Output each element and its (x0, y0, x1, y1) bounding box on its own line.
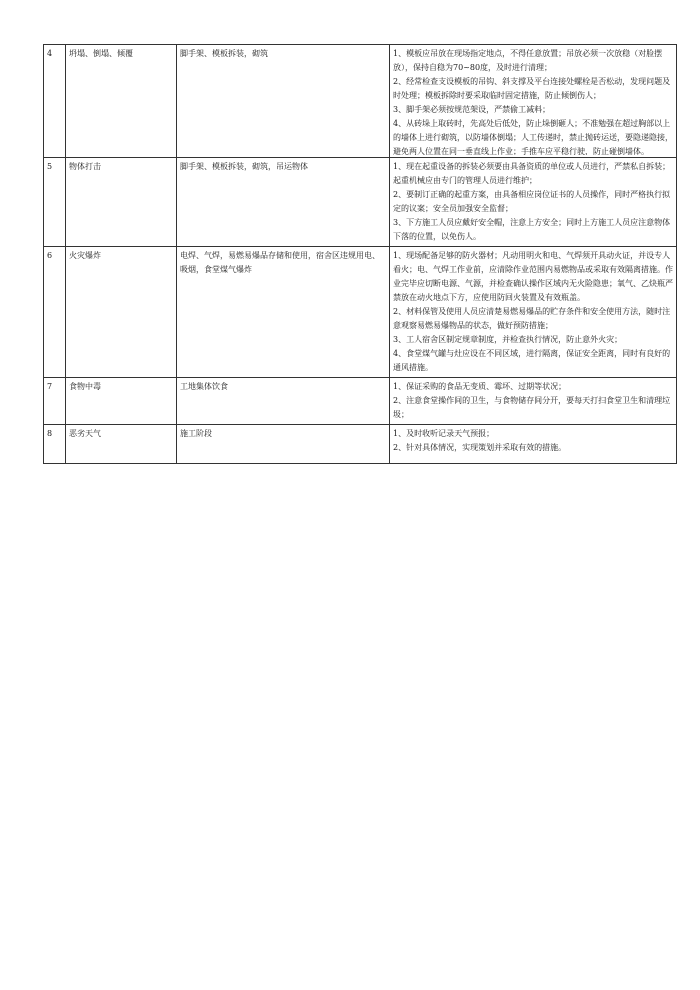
measure-item: 1、模板应吊放在现场指定地点，不得任意放置；吊放必须一次放稳（对脸摆放），保持自稳为70~80度，及时进行清理； (393, 49, 663, 72)
activity-cell: 电焊、气焊，易燃易爆品存储和使用，宿舍区违规用电、吸烟，食堂煤气爆炸 (177, 247, 390, 378)
control-measures-cell (390, 45, 677, 158)
row-number-cell: 7 (44, 378, 66, 425)
measure-item: 1、现在起重设备的拆装必须要由具备资质的单位或人员进行，严禁私自拆装；起重机械应由专门的管理人员进行维护； (393, 162, 671, 185)
measure-item: 1、保证采购的食品无变质、霉坏、过期等状况； (393, 382, 567, 391)
hazard-cell: 火灾爆炸 (66, 247, 177, 378)
measure-item: 3、下方施工人员应戴好安全帽，注意上方安全；同时上方施工人员应注意物体下落的位置，以免伤人。 (393, 218, 671, 241)
row-number-cell: 6 (44, 247, 66, 378)
activity-cell: 施工阶段 (177, 425, 390, 464)
measure-item: 3、脚手架必须按规范架设，严禁偷工减料； (393, 105, 551, 114)
measure-item: 2、经常检查支设模板的吊钩、斜支撑及平台连接处螺栓是否松动，发现问题及时处理；模板拆除时要采取临时固定措施，防止倾倒伤人； (393, 77, 671, 100)
row-number-cell: 8 (44, 425, 66, 464)
measures-clip (393, 47, 673, 155)
table-row (44, 425, 677, 464)
hazard-control-table (43, 44, 677, 464)
hazard-cell: 食物中毒 (66, 378, 177, 425)
table-row (44, 247, 677, 378)
measure-item: 2、要制订正确的起重方案，由具备相应岗位证书的人员操作，同时严格执行拟定的议案；安全员加强安全监督； (393, 190, 671, 213)
activity-cell: 脚手架、模板拆装，砌筑，吊运物体 (177, 158, 390, 247)
measure-item: 2、材料保管及使用人员应清楚易燃易爆品的贮存条件和安全使用方法，随时注意观察易燃易爆物品的状态，做好预防措施； (393, 307, 671, 330)
table-row (44, 378, 677, 425)
activity-cell: 工地集体饮食 (177, 378, 390, 425)
measure-item: 3、工人宿舍区制定规章制度，并检查执行情况，防止意外火灾； (393, 335, 623, 344)
table-row (44, 158, 677, 247)
measure-item: 2、注意食堂操作间的卫生，与食物储存间分开，要每天打扫食堂卫生和清理垃圾； (393, 396, 671, 419)
control-measures-cell (390, 378, 677, 425)
control-measures-cell (390, 158, 677, 247)
hazard-cell: 物体打击 (66, 158, 177, 247)
activity-cell: 脚手架、模板拆装，砌筑 (177, 45, 390, 158)
measure-item: 2、针对具体情况，实现策划并采取有效的措施。 (393, 443, 567, 452)
control-measures-cell (390, 425, 677, 464)
measure-item: 1、及时收听记录天气预报； (393, 429, 495, 438)
measure-item: 1、现场配备足够的防火器材；凡动用明火和电、气焊须开具动火证，并设专人看火；电、气焊工作业前，应清除作业范围内易燃物品或采取有效隔离措施。作业完毕应切断电源、气源，并检查确认操作区域内无火险隐患；氧气、乙炔瓶严禁放在动火地点下方，应使用防回火装置及有效瓶盖。 (393, 251, 673, 302)
row-number-cell: 5 (44, 158, 66, 247)
measure-item: 4、食堂煤气罐与灶应设在不同区域，进行隔离，保证安全距离，同时有良好的通风措施。 (393, 349, 671, 372)
row-number-cell: 4 (44, 45, 66, 158)
measure-item: 4、从砖垛上取砖时，先高处后低处，防止垛倒砸人；不准勉强在超过胸部以上的墙体上进行砌筑，以防墙体倒塌；人工传递时，禁止抛砖运送，要隐递隐接，避免两人位置在同一垂直线上作业；手推车应平稳行驶，防止碰倒墙体。 (393, 119, 673, 155)
table-row (44, 45, 677, 158)
hazard-cell: 坍塌、倒塌、倾覆 (66, 45, 177, 158)
hazard-cell: 恶劣天气 (66, 425, 177, 464)
control-measures-cell (390, 247, 677, 378)
